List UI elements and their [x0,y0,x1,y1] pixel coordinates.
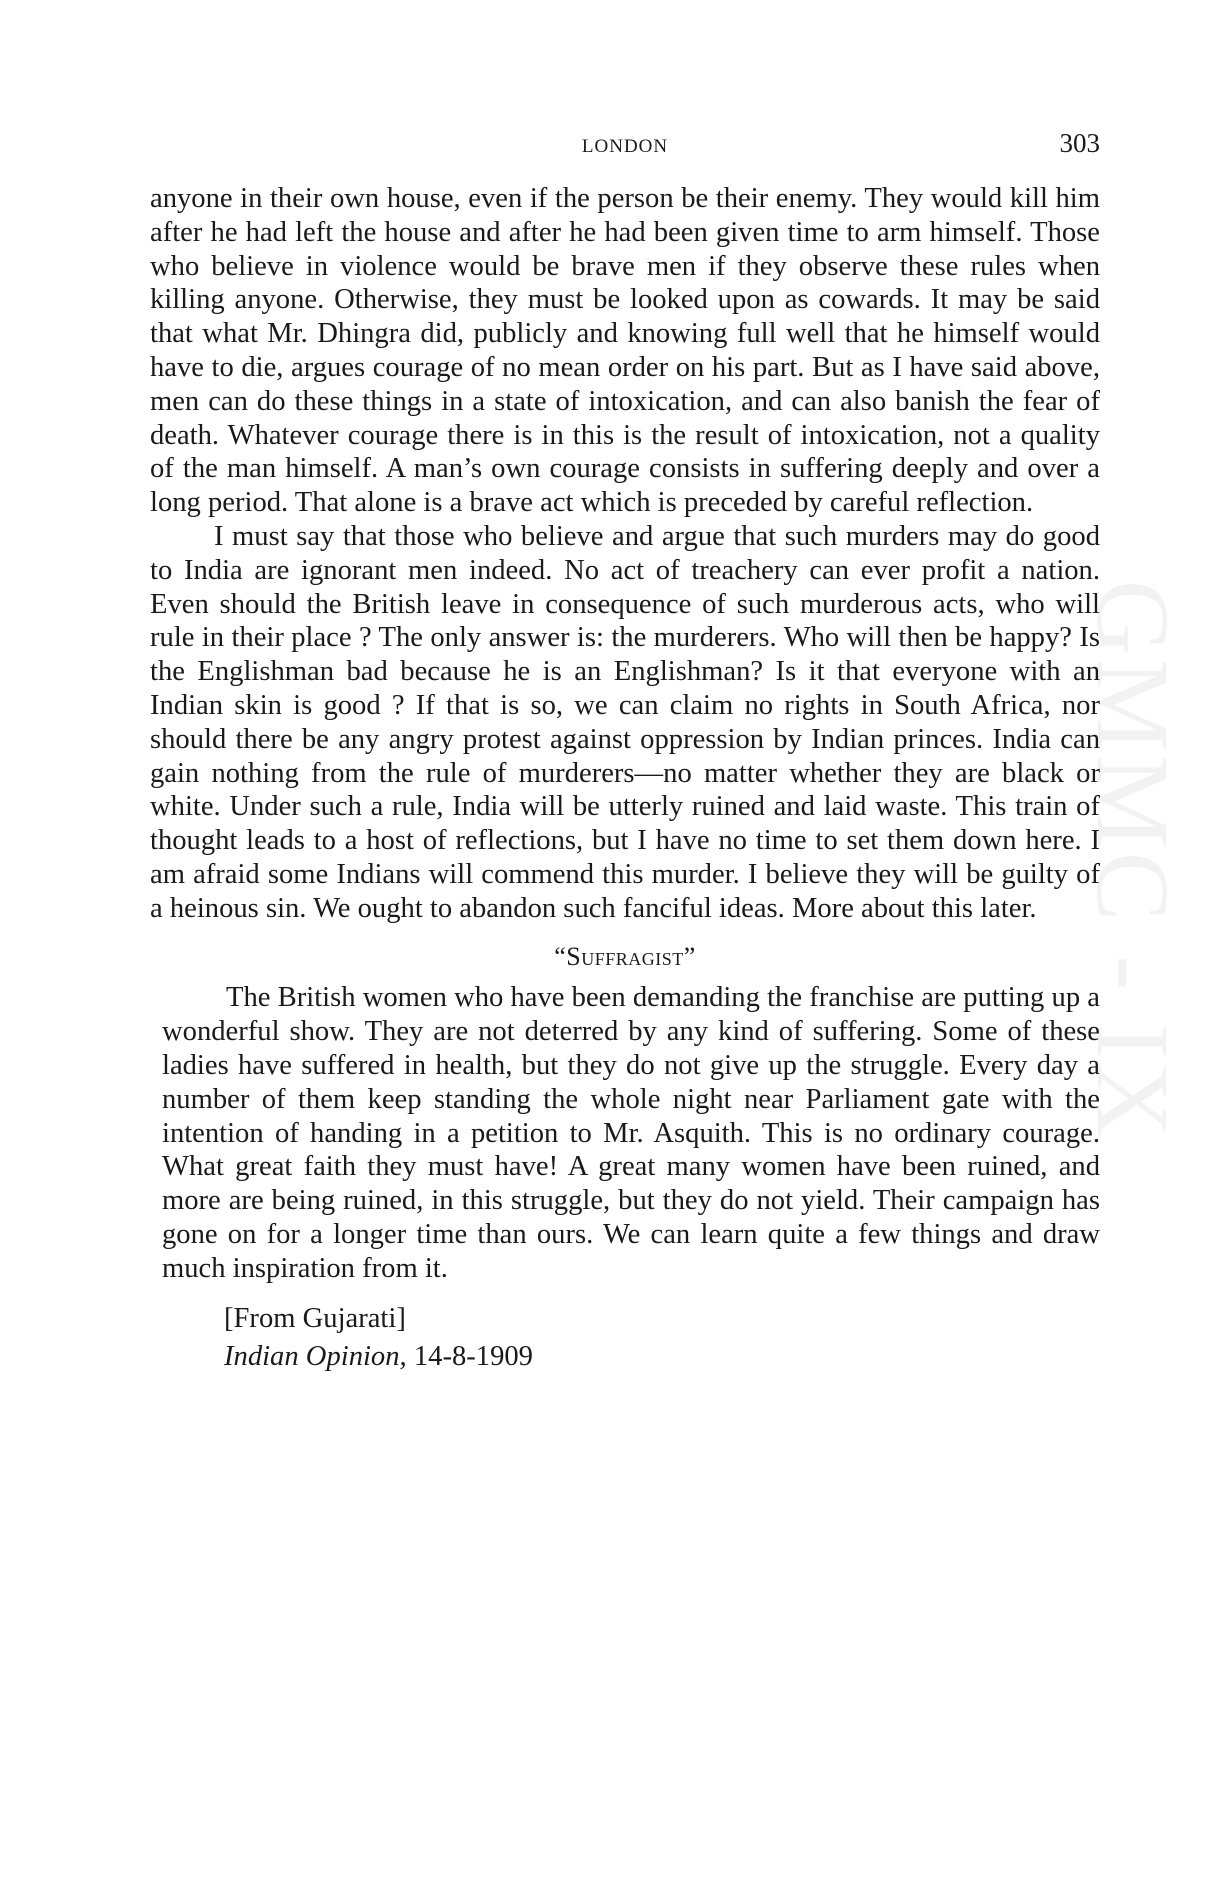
paragraph-continuation: anyone in their own house, even if the person be their enemy. They would kill him after he had left the house and after he had been given time to arm himself. Those who believe in violence would be brave men if they observe these rules when killing anyone. Otherwise, they must be looked upon as cowards. It may be said that what Mr. Dhingra did, publicly and knowing full well that he himself would have to die, argues courage of no mean order on his part. But as I have said above, men can do these things in a state of intoxication, and can also banish the fear of death. Whatever courage there is in this is the result of intoxication, not a quality of the man himself. A man’s own courage consists in suffering deeply and over a long period. That alone is a brave act which is preceded by careful reflection. [150,183,1100,519]
paragraph-suffragist: The British women who have been demanding the franchise are putting up a wonderful show. They are not deterred by any kind of suffering. Some of these ladies have suffered in health, but they do not give up the struggle. Every day a number of them keep standing the whole night near Parliament gate with the intention of handing in a petition to Mr. Asquith. This is no ordinary courage. What great faith they must have! A great many women have been ruined, and more are being ruined, in this struggle, but they do not yield. Their campaign has gone on for a longer time than ours. We can learn quite a few things and draw much inspiration from it. [162,982,1100,1284]
section-heading [150,940,1100,974]
close-quote: ” [683,941,696,971]
watermark [1068,560,1190,1340]
paragraph-murders: I must say that those who believe and argue that such murders may do good to India are ignorant men indeed. No act of treachery can ever profit a nation. Even should the British leave in consequence of such murderous acts, who will rule in their place ? The only answer is: the murderers. Who will then be happy? Is the Englishman bad because he is an Englishman? Is it that everyone with an Indian skin is good ? If that is so, we can claim no rights in South Africa, nor should there be any angry protest against oppression by Indian princes. India can gain nothing from the rule of murderers—no matter whether they are black or white. Under such a rule, India will be utterly ruined and laid waste. This train of thought leads to a host of reflections, but I have no time to set them down here. I am afraid some Indians will commend this murder. I believe they will be guilty of a heinous sin. We ought to abandon such fanciful ideas. More about this later. [150,520,1100,924]
section-heading-text: Suffragist [566,941,684,971]
source-note [150,1300,1100,1376]
running-head [150,128,1100,168]
page-number: 303 [1059,128,1100,158]
watermark-text: GMMC - IX [1075,580,1190,1142]
publication-date: 14-8-1909 [413,1340,533,1372]
watermark-graphic [1068,560,1190,1340]
language-note: [From Gujarati] [224,1302,406,1334]
publication-title: Indian Opinion, [224,1340,407,1372]
publication-line [224,1338,1100,1376]
body-text [150,182,1100,1376]
open-quote: “ [554,941,567,971]
running-title: LONDON [581,136,669,157]
